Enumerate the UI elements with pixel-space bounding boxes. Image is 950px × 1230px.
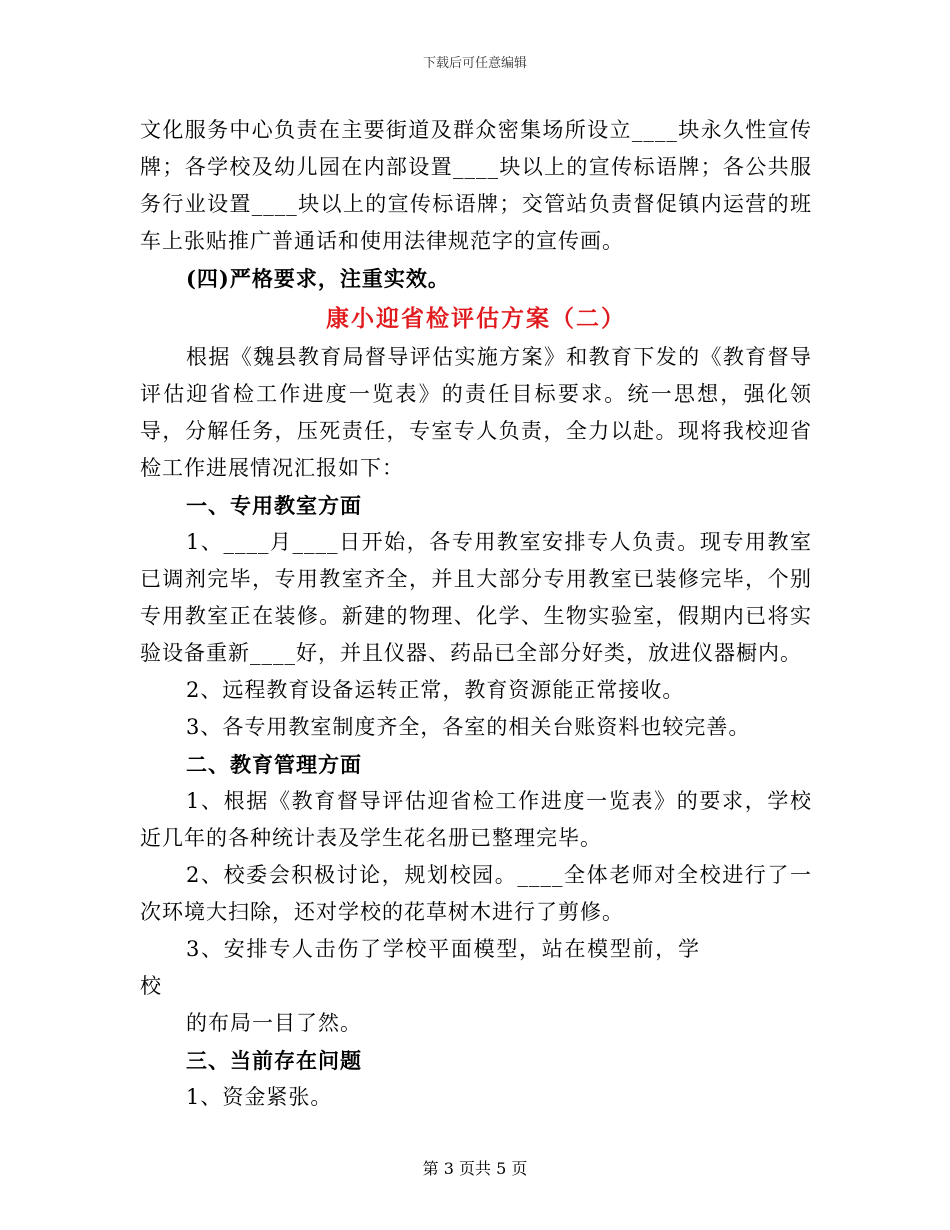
paragraph: 的布局一目了然。 bbox=[186, 1011, 362, 1035]
page-header: 下载后可任意编辑 bbox=[422, 56, 527, 71]
document-body bbox=[140, 112, 812, 1116]
section-heading: 三、当前存在问题 bbox=[186, 1048, 362, 1073]
paragraph: 2、远程教育设备运转正常，教育资源能正常接收。 bbox=[186, 678, 685, 702]
paragraph: 1、根据《教育督导评估迎省检工作进度一览表》的要求，学校近几年的各种统计表及学生花名册已整理完毕。 bbox=[140, 789, 812, 850]
paragraph: 1、资金紧张。 bbox=[186, 1085, 333, 1109]
section-heading: 一、专用教室方面 bbox=[186, 493, 362, 518]
paragraph: 2、校委会积极讨论，规划校园。____全体老师对全校进行了一次环境大扫除，还对学校的花草树木进行了剪修。 bbox=[140, 863, 812, 924]
paragraph: 根据《魏县教育局督导评估实施方案》和教育下发的《教育督导评估迎省检工作进度一览表》的责任目标要求。统一思想，强化领导，分解任务，压死责任，专室专人负责，全力以赴。现将我校迎省检工作进展情况汇报如下： bbox=[140, 345, 812, 480]
page-footer: 第 3 页共 5 页 bbox=[422, 1159, 528, 1178]
document-title: 康小迎省检评估方案（二） bbox=[326, 305, 626, 332]
section-heading: 二、教育管理方面 bbox=[186, 752, 362, 777]
paragraph: 3、安排专人击伤了学校平面模型，站在模型前，学校 bbox=[140, 937, 700, 998]
paragraph: 3、各专用教室制度齐全，各室的相关台账资料也较完善。 bbox=[186, 715, 751, 739]
section-heading: (四)严格要求，注重实效。 bbox=[186, 266, 450, 291]
paragraph: 1、____月____日开始，各专用教室安排专人负责。现专用教室已调剂完毕，专用教室齐全，并且大部分专用教室已装修完毕，个别专用教室正在装修。新建的物理、化学、生物实验室，假期内已将实验设备重新____好，并且仪器、药品已全部分好类，放进仪器橱内。 bbox=[140, 530, 812, 665]
paragraph: 文化服务中心负责在主要街道及群众密集场所设立____块永久性宣传牌；各学校及幼儿园在内部设置____块以上的宣传标语牌；各公共服务行业设置____块以上的宣传标语牌；交管站负责督促镇内运营的班车上张贴推广普通话和使用法律规范字的宣传画。 bbox=[140, 118, 812, 253]
